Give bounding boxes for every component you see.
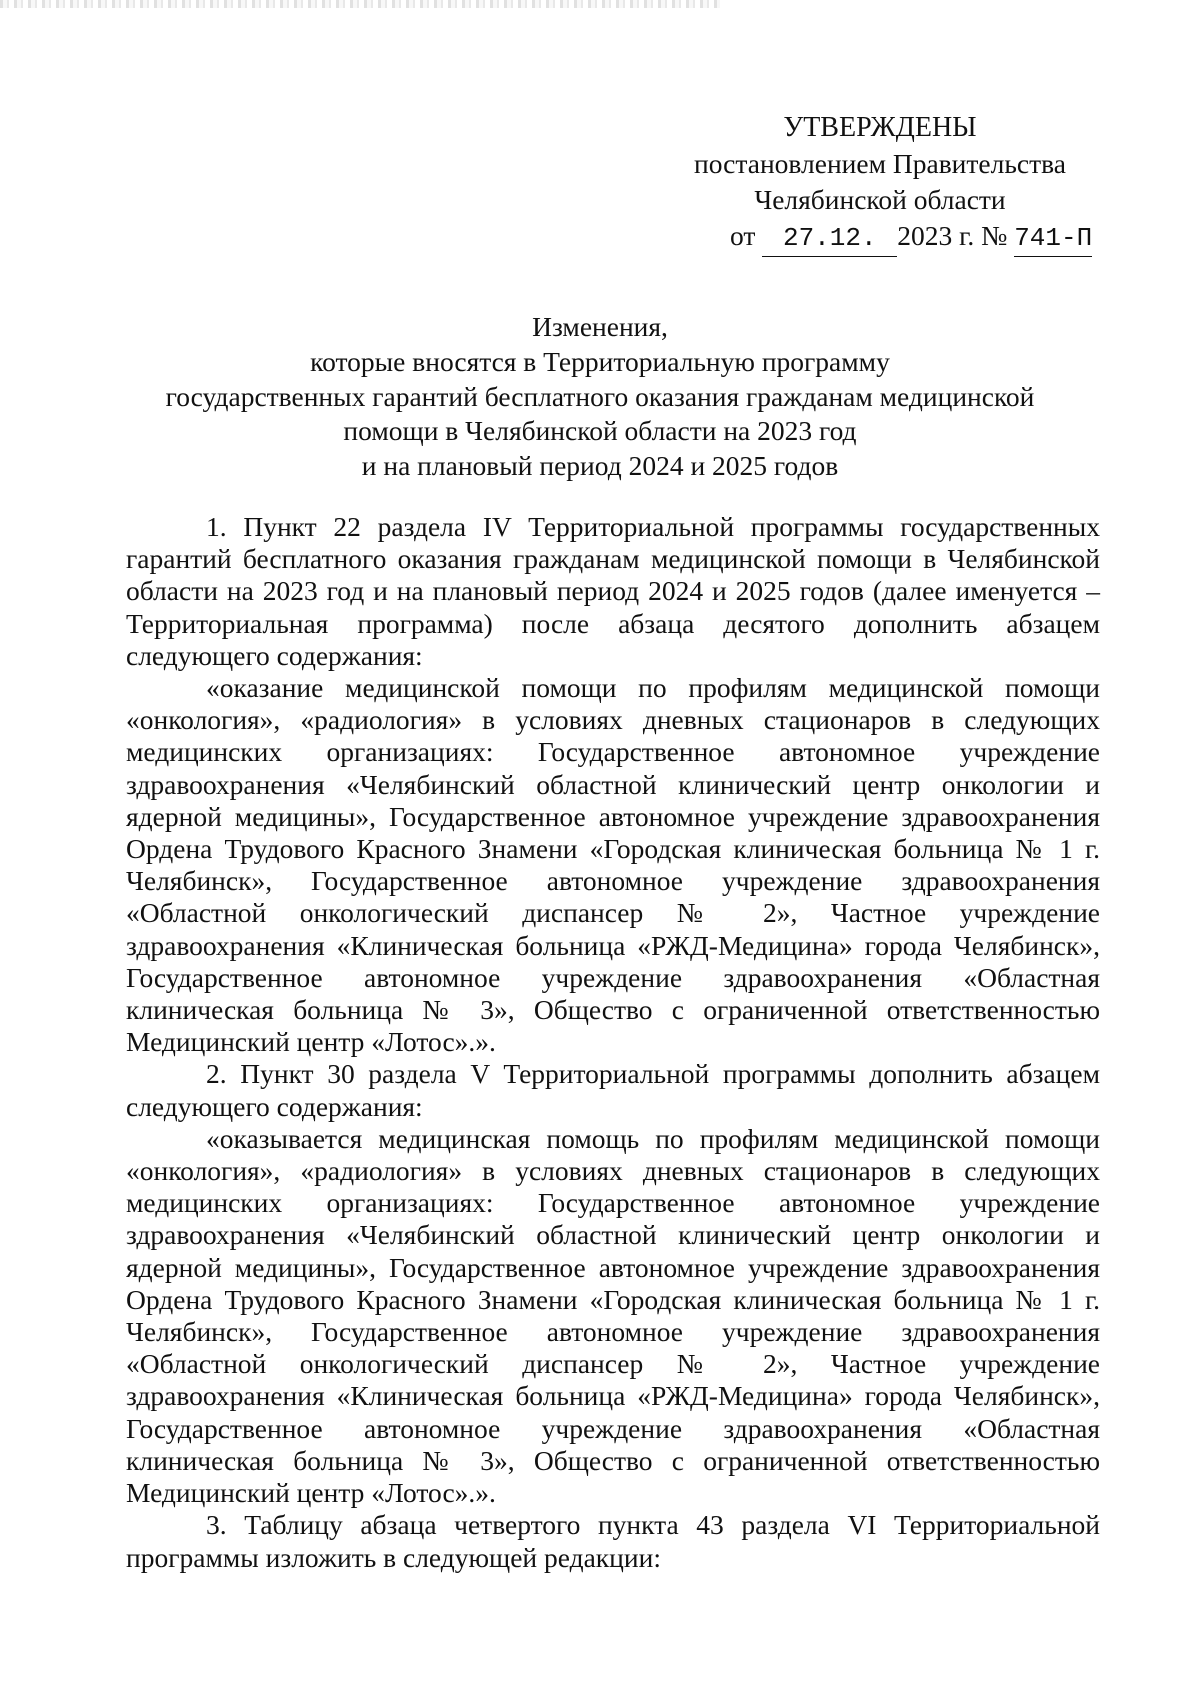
title-line-1: Изменения, bbox=[532, 311, 668, 342]
title-line-5: и на плановый период 2024 и 2025 годов bbox=[361, 450, 839, 482]
quote-paragraph-2: «оказывается медицинская помощь по профилям медицинской помощи «онкология», «радиология» в условиях дневных стационаров в следующих медицинских организациях: Государственное автономное учреждение здравоохранения «Челябинский областной клинический центр онкологии и ядерной медицины», Государственное автономное учреждение здравоохранения Ордена Трудового Красного Знамени «Городская клиническая больница № 1 г. Челябинск», Государственное автономное учреждение здравоохранения «Областной онкологический диспансер № 2», Частное учреждение здравоохранения «Клиническая больница «РЖД-Медицина» города Челябинск», Государственное автономное учреждение здравоохранения «Областная клиническая больница № 3», Общество с ограниченной ответственностью Медицинский центр «Лотос».». bbox=[126, 1122, 1100, 1509]
approval-date-line bbox=[730, 218, 1110, 257]
paragraph-2: 2. Пункт 30 раздела V Территориальной программы дополнить абзацем следующего содержания: bbox=[126, 1058, 1100, 1122]
approval-line-1: постановлением Правительства bbox=[694, 148, 1066, 179]
date-field bbox=[762, 218, 897, 257]
quote-paragraph-1: «оказание медицинской помощи по профилям медицинской помощи «онкология», «радиология» в условиях дневных стационаров в следующих медицинских организациях: Государственное автономное учреждение здравоохранения «Челябинский областной клинический центр онкологии и ядерной медицины», Государственное автономное учреждение здравоохранения Ордена Трудового Красного Знамени «Городская клиническая больница № 1 г. Челябинск», Государственное автономное учреждение здравоохранения «Областной онкологический диспансер № 2», Частное учреждение здравоохранения «Клиническая больница «РЖД-Медицина» города Челябинск», Государственное автономное учреждение здравоохранения «Областная клиническая больница № 3», Общество с ограниченной ответственностью Медицинский центр «Лотос».». bbox=[126, 672, 1100, 1058]
title-line-3: государственных гарантий бесплатного оказания гражданам медицинской bbox=[165, 380, 1035, 412]
document-title bbox=[120, 310, 1080, 484]
approval-block bbox=[670, 110, 1090, 218]
title-line-2: которые вносятся в Территориальную программу bbox=[310, 345, 890, 377]
scan-artifact bbox=[0, 0, 720, 8]
document-number: 741-П bbox=[1014, 220, 1092, 257]
paragraph-3: 3. Таблицу абзаца четвертого пункта 43 раздела VI Территориальной программы изложить в следующей редакции: bbox=[126, 1509, 1100, 1573]
document-body bbox=[126, 511, 1100, 1574]
approval-heading: УТВЕРЖДЕНЫ bbox=[783, 112, 977, 143]
approval-line-2: Челябинской области bbox=[754, 184, 1006, 215]
title-line-4: помощи в Челябинской области на 2023 год bbox=[343, 415, 857, 447]
year-text: 2023 г. № bbox=[897, 220, 1008, 251]
paragraph-1: 1. Пункт 22 раздела IV Территориальной программы государственных гарантий бесплатного оказания гражданам медицинской помощи в Челябинской области на 2023 год и на плановый период 2024 и 2025 годов (далее именуется – Территориальная программа) после абзаца десятого дополнить абзацем следующего содержания: bbox=[126, 511, 1100, 671]
date-prefix: от bbox=[730, 220, 756, 251]
date-value: 27.12. bbox=[782, 223, 877, 253]
